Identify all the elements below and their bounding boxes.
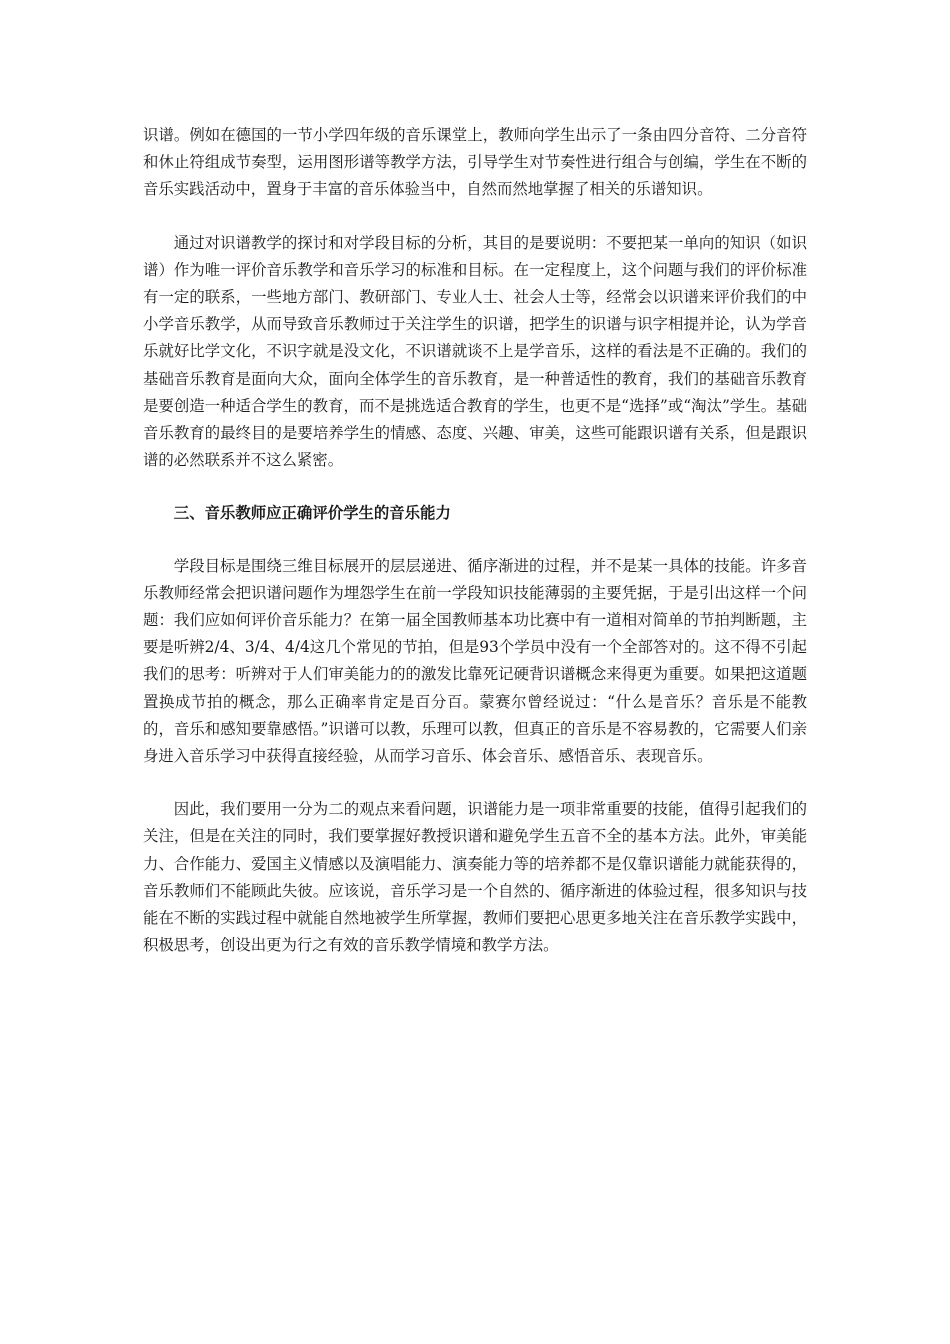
document-body [143, 122, 807, 985]
paragraph-conclusion: 因此，我们要用一分为二的观点来看问题，识谱能力是一项非常重要的技能，值得引起我们的关注，但是在关注的同时，我们要掌握好教授识谱和避免学生五音不全的基本方法。此外，审美能力、合作能力、爱国主义情感以及演唱能力、演奏能力等的培养都不是仅靠识谱能力就能获得的，音乐教师们不能顾此失彼。应该说，音乐学习是一个自然的、循序渐进的体验过程，很多知识与技能在不断的实践过程中就能自然地被学生所掌握，教师们要把心思更多地关注在音乐教学实践中，积极思考，创设出更为行之有效的音乐教学情境和教学方法。 [143, 800, 807, 955]
paragraph-continuation: 识谱。例如在德国的一节小学四年级的音乐课堂上，教师向学生出示了一条由四分音符、二分音符和休止符组成节奏型，运用图形谱等教学方法，引导学生对节奏性进行组合与创编，学生在不断的音乐实践活动中，置身于丰富的音乐体验当中，自然而然地掌握了相关的乐谱知识。 [143, 126, 807, 199]
paragraph-score-reading-evaluation: 通过对识谱教学的探讨和对学段目标的分析，其目的是要说明：不要把某一单向的知识（如识谱）作为唯一评价音乐教学和音乐学习的标准和目标。在一定程度上，这个问题与我们的评价标准有一定的联系，一些地方部门、教研部门、专业人士、社会人士等，经常会以识谱来评价我们的中小学音乐教学，从而导致音乐教师过于关注学生的识谱，把学生的识谱与识字相提并论，认为学音乐就好比学文化，不识字就是没文化，不识谱就谈不上是学音乐，这样的看法是不正确的。我们的基础音乐教育是面向大众，面向全体学生的音乐教育，是一种普适性的教育，我们的基础音乐教育是要创造一种适合学生的教育，而不是挑选适合教育的学生，也更不是“选择”或“淘汰”学生。基础音乐教育的最终目的是要培养学生的情感、态度、兴趣、审美，这些可能跟识谱有关系，但是跟识谱的必然联系并不这么紧密。 [143, 233, 807, 470]
paragraph-music-ability: 学段目标是围绕三维目标展开的层层递进、循序渐进的过程，并不是某一具体的技能。许多音乐教师经常会把识谱问题作为埋怨学生在前一学段知识技能薄弱的主要凭据，于是引出这样一个问题：我们应如何评价音乐能力？在第一届全国教师基本功比赛中有一道相对简单的节拍判断题，主要是听辨2/4、3/4、4/4这几个常见的节拍，但是93个学员中没有一个全部答对的。这不得不引起我们的思考：听辨对于人们审美能力的的激发比靠死记硬背识谱概念来得更为重要。如果把这道题置换成节拍的概念，那么正确率肯定是百分百。蒙赛尔曾经说过：“什么是音乐？音乐是不能教的，音乐和感知要靠感悟。”识谱可以教，乐理可以教，但真正的音乐是不容易教的，它需要人们亲身进入音乐学习中获得直接经验，从而学习音乐、体会音乐、感悟音乐、表现音乐。 [143, 556, 807, 766]
section-heading: 三、音乐教师应正确评价学生的音乐能力 [173, 504, 451, 523]
